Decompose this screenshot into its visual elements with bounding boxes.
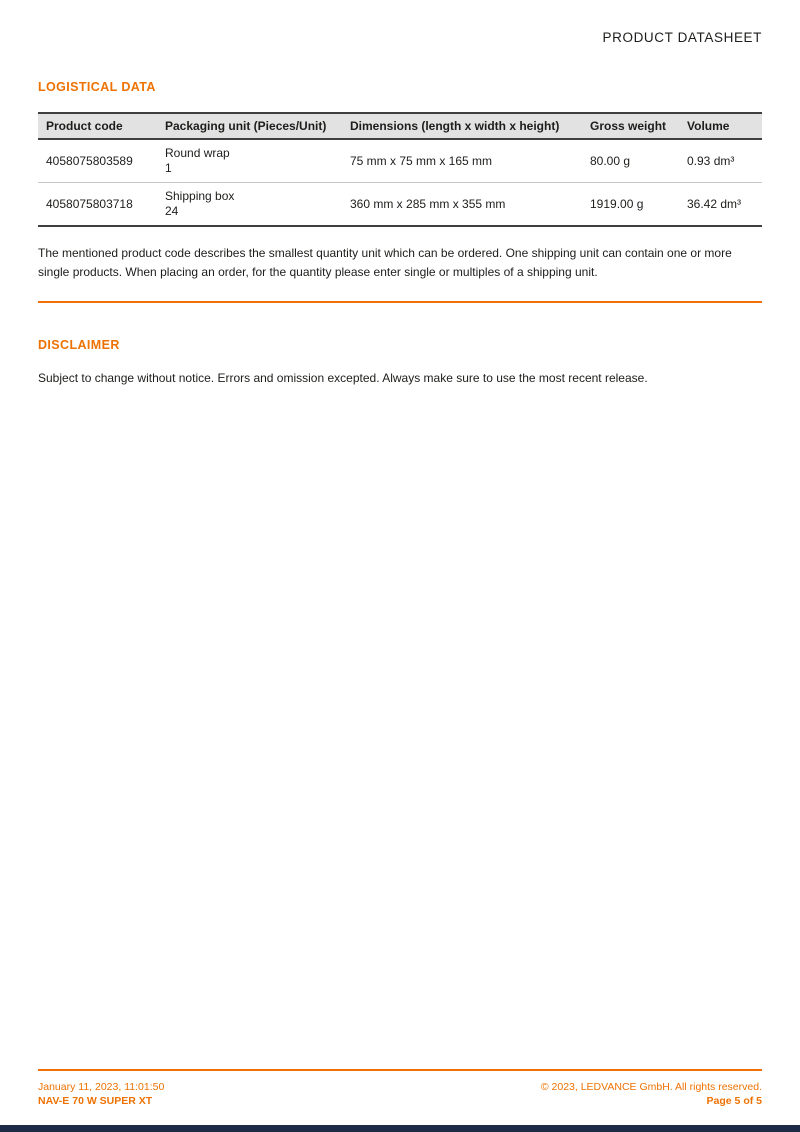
footer-page-indicator: Page 5 of 5 [706,1095,762,1107]
dimensions-cell: 360 mm x 285 mm x 355 mm [350,196,506,211]
column-header-product-code: Product code [46,119,123,133]
dimensions-cell: 75 mm x 75 mm x 165 mm [350,153,493,168]
packaging-unit-type: Shipping box [165,189,235,203]
gross-weight-cell: 80.00 g [590,153,631,168]
section-divider [38,301,762,303]
disclaimer-text: Subject to change without notice. Errors and omission excepted. Always make sure to use the most recent release. [38,371,648,386]
disclaimer-heading: DISCLAIMER [38,338,120,353]
table-row [38,183,762,227]
volume-cell: 0.93 dm³ [687,153,735,168]
logistical-data-table [38,112,762,227]
table-row [38,139,762,183]
volume-cell: 36.42 dm³ [687,196,742,211]
footer-copyright: © 2023, LEDVANCE GmbH. All rights reserved. [540,1081,762,1093]
gross-weight-cell: 1919.00 g [590,196,644,211]
footer-product-name: NAV-E 70 W SUPER XT [38,1095,153,1107]
table-header-row [38,113,762,139]
footer-divider [38,1069,762,1071]
packaging-unit-count: 1 [165,161,172,175]
product-code-cell: 4058075803589 [46,153,133,168]
bottom-bar [0,1125,800,1132]
footer-left [38,1080,164,1108]
packaging-unit-count: 24 [165,204,179,218]
column-header-gross-weight: Gross weight [590,119,667,133]
footer-right [541,1080,762,1108]
column-header-dimensions: Dimensions (length x width x height) [350,119,560,133]
page-footer [38,1069,762,1108]
ordering-note: The mentioned product code describes the smallest quantity unit which can be ordered. One shipping unit can contain one or more single products. When placing an order, for the quantity please enter single or multiples of a shipping unit. [38,246,732,279]
document-title: PRODUCT DATASHEET [602,30,762,45]
column-header-packaging-unit: Packaging unit (Pieces/Unit) [165,119,327,133]
footer-date: January 11, 2023, 11:01:50 [38,1081,165,1093]
packaging-unit-cell [157,183,342,227]
logistical-data-heading: LOGISTICAL DATA [38,80,156,94]
packaging-unit-type: Round wrap [165,146,230,160]
packaging-unit-cell [157,139,342,183]
product-code-cell: 4058075803718 [46,196,133,211]
column-header-volume: Volume [687,119,730,133]
